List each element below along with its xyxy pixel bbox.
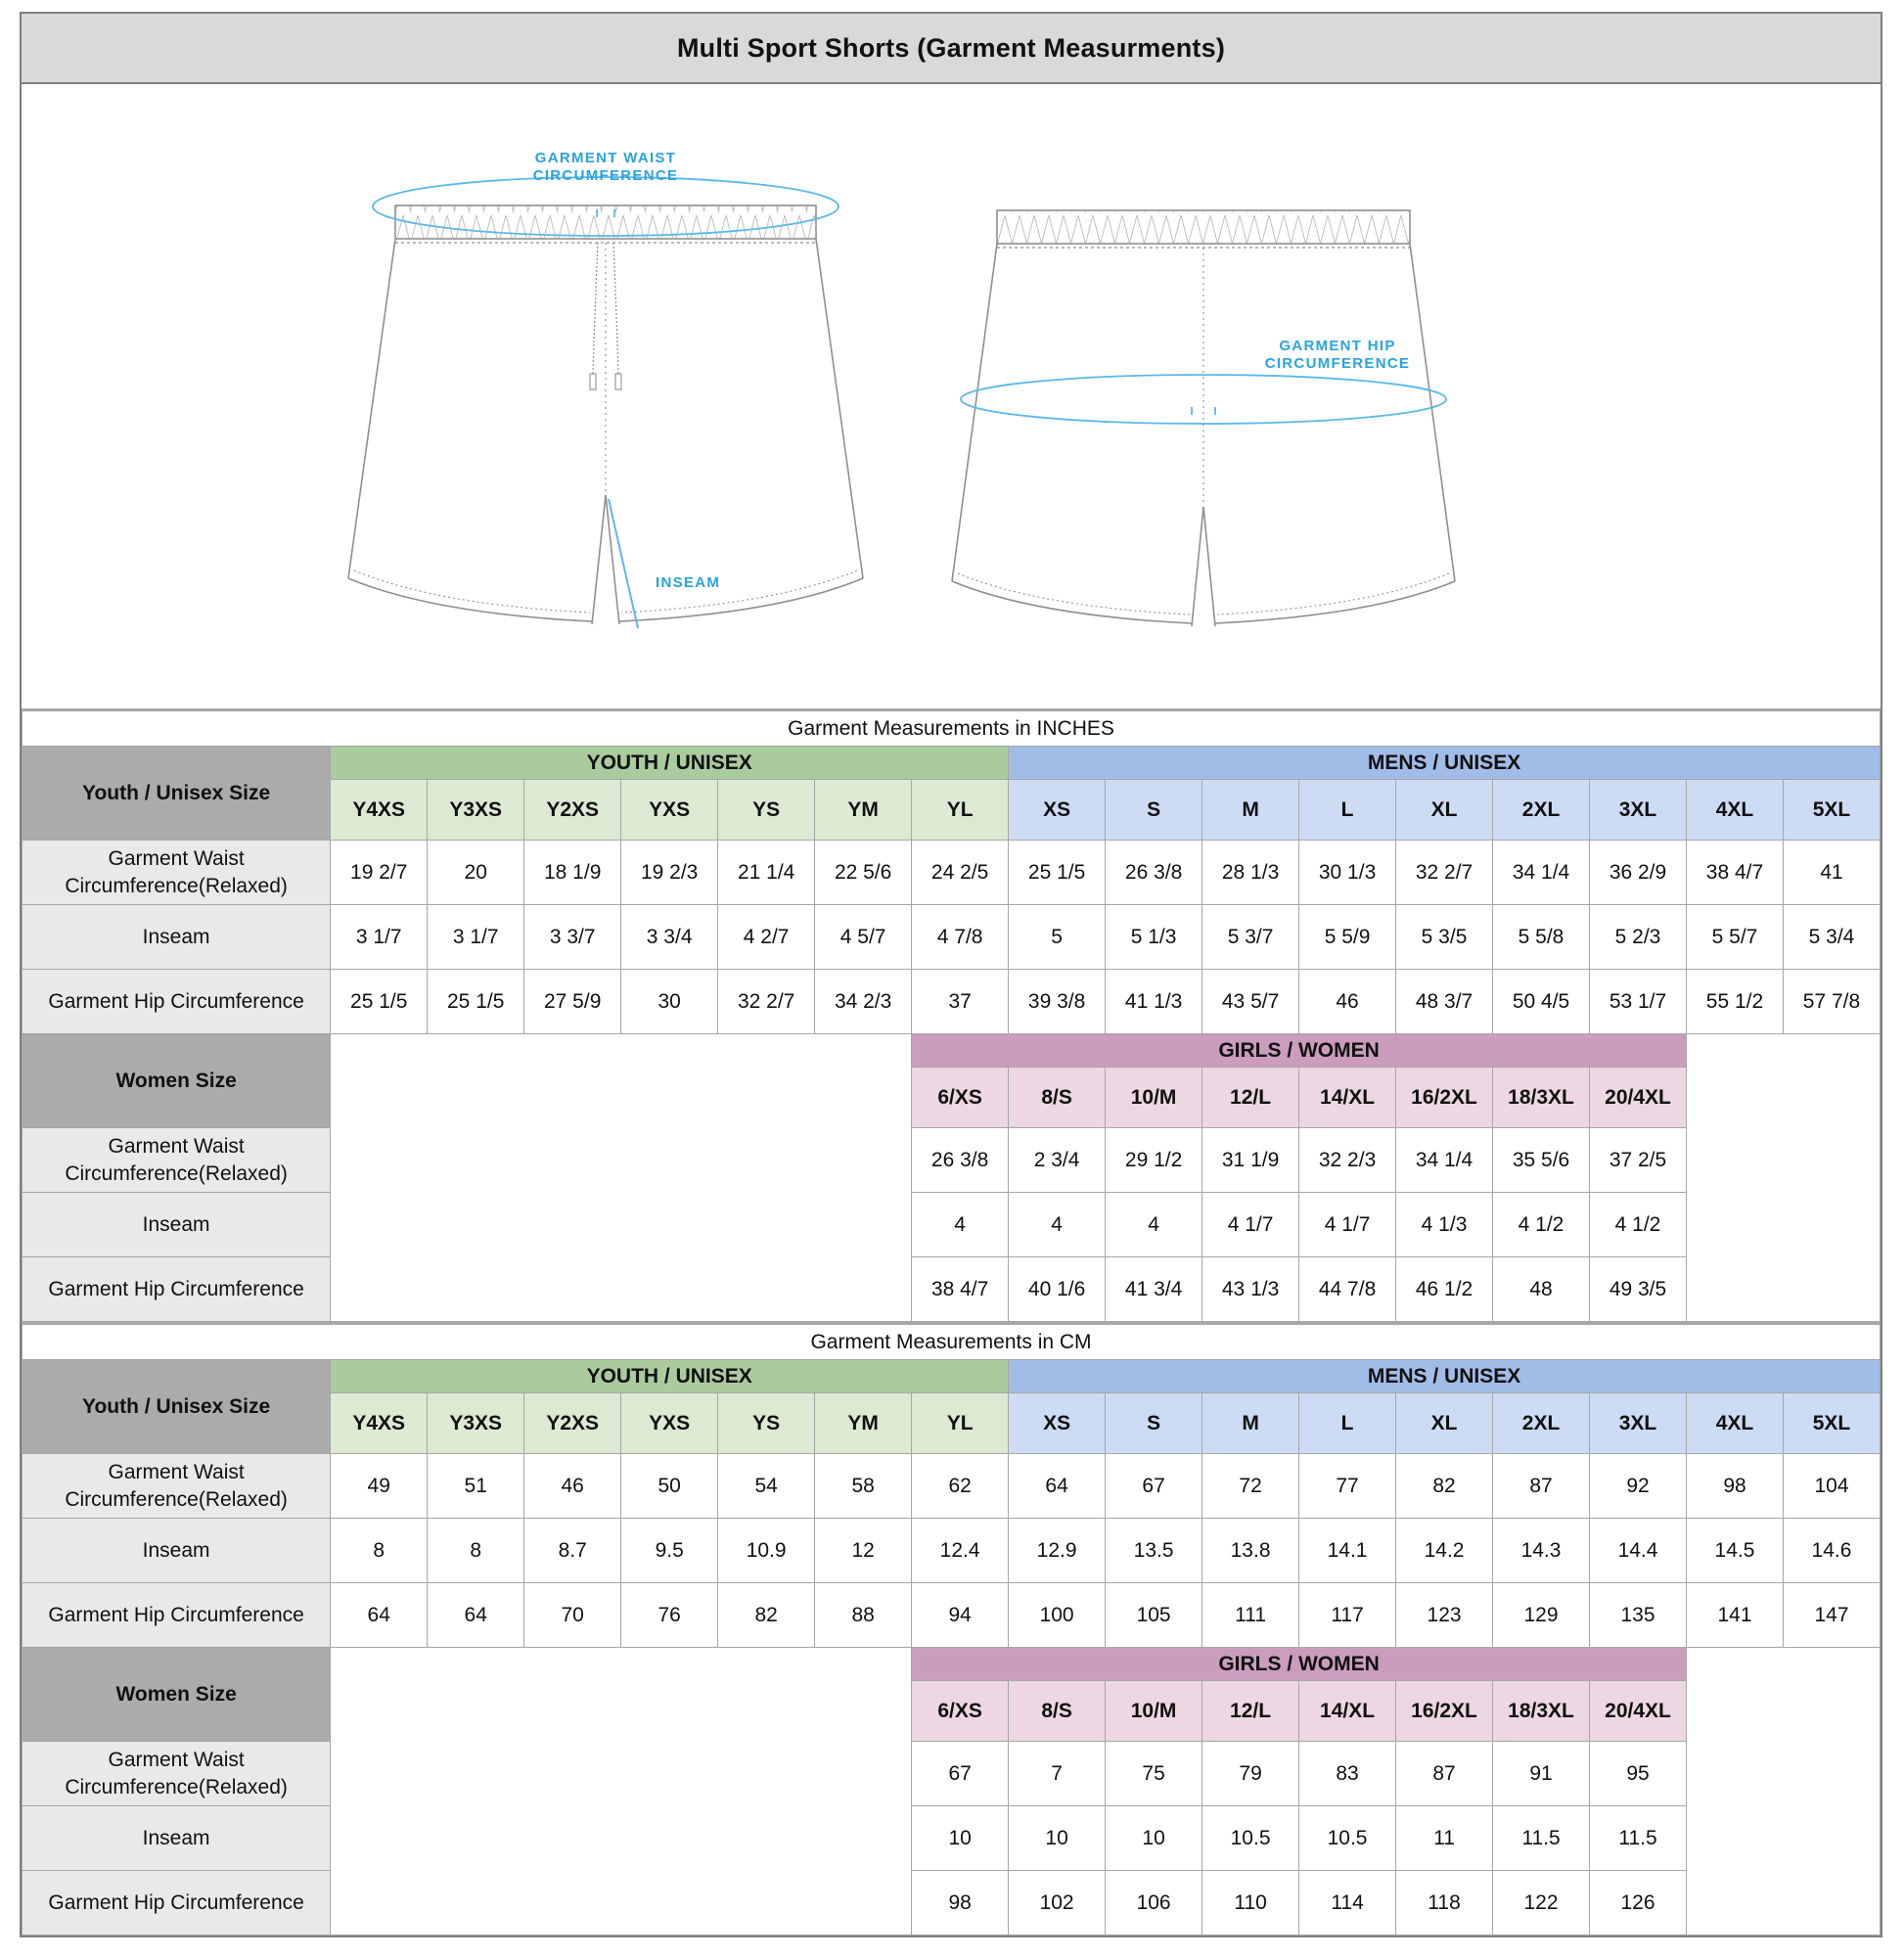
value-cell: 4 1/7	[1299, 1193, 1396, 1257]
value-cell: 46 1/2	[1396, 1257, 1493, 1322]
value-cell: 4	[912, 1193, 1009, 1257]
size-header-cell: S	[1106, 1393, 1202, 1454]
table-heading-cm: Garment Measurements in CM	[23, 1324, 1881, 1360]
size-header-cell: 5XL	[1783, 780, 1880, 841]
women-size-header: Women Size	[23, 1034, 331, 1128]
value-cell: 4 1/3	[1396, 1193, 1493, 1257]
size-header-cell: L	[1299, 780, 1396, 841]
row-label: Garment Hip Circumference	[23, 970, 331, 1034]
value-cell: 5 3/5	[1396, 905, 1493, 970]
value-cell: 62	[912, 1454, 1009, 1519]
value-cell: 77	[1299, 1454, 1396, 1519]
value-cell: 5 5/9	[1299, 905, 1396, 970]
value-cell: 106	[1106, 1871, 1202, 1935]
size-header-cell: 18/3XL	[1493, 1681, 1590, 1742]
waist-label-line1: GARMENT WAIST	[534, 150, 677, 166]
size-header-cell: 10/M	[1106, 1068, 1202, 1128]
group-header-youth: YOUTH / UNISEX	[331, 747, 1009, 780]
value-cell: 111	[1202, 1583, 1299, 1648]
size-header-cell: XS	[1009, 780, 1106, 841]
shorts-technical-drawing	[22, 84, 1881, 708]
hip-label-line1: GARMENT HIP	[1279, 338, 1396, 354]
value-cell: 12.9	[1009, 1519, 1106, 1583]
row-label: Inseam	[23, 1193, 331, 1257]
value-cell: 110	[1202, 1871, 1299, 1935]
row-label: Garment Hip Circumference	[23, 1583, 331, 1648]
size-header-cell: 4XL	[1687, 1393, 1784, 1454]
size-header-cell: Y3XS	[428, 1393, 524, 1454]
measurement-table-inches	[22, 708, 1881, 1322]
value-cell: 5 3/4	[1783, 905, 1880, 970]
value-cell: 5 1/3	[1106, 905, 1202, 970]
value-cell: 26 3/8	[912, 1128, 1009, 1193]
value-cell: 118	[1396, 1871, 1493, 1935]
value-cell: 26 3/8	[1106, 841, 1202, 905]
empty-region	[331, 1648, 912, 1935]
value-cell: 3 3/7	[524, 905, 621, 970]
row-label: Garment Hip Circumference	[23, 1257, 331, 1322]
value-cell: 14.3	[1493, 1519, 1590, 1583]
size-header-cell: YL	[912, 1393, 1009, 1454]
value-cell: 50 4/5	[1493, 970, 1590, 1034]
size-header-cell: YXS	[621, 780, 718, 841]
size-header-cell: YS	[718, 1393, 815, 1454]
value-cell: 14.6	[1783, 1519, 1880, 1583]
value-cell: 46	[524, 1454, 621, 1519]
value-cell: 10.9	[718, 1519, 815, 1583]
table-heading-inches: Garment Measurements in INCHES	[23, 710, 1881, 747]
value-cell: 126	[1590, 1871, 1687, 1935]
value-cell: 29 1/2	[1106, 1128, 1202, 1193]
row-label: Inseam	[23, 1806, 331, 1871]
value-cell: 79	[1202, 1742, 1299, 1806]
value-cell: 4 5/7	[815, 905, 912, 970]
size-header-cell: 12/L	[1202, 1068, 1299, 1128]
value-cell: 3 3/4	[621, 905, 718, 970]
row-label: Garment Waist Circumference(Relaxed)	[23, 1454, 331, 1519]
size-header-cell: Y4XS	[331, 780, 428, 841]
value-cell: 18 1/9	[524, 841, 621, 905]
value-cell: 14.2	[1396, 1519, 1493, 1583]
value-cell: 30	[621, 970, 718, 1034]
row-label: Inseam	[23, 1519, 331, 1583]
value-cell: 10.5	[1202, 1806, 1299, 1871]
value-cell: 41	[1783, 841, 1880, 905]
value-cell: 30 1/3	[1299, 841, 1396, 905]
value-cell: 4 1/7	[1202, 1193, 1299, 1257]
back-shorts-drawing	[952, 210, 1455, 626]
value-cell: 3 1/7	[331, 905, 428, 970]
value-cell: 35 5/6	[1493, 1128, 1590, 1193]
value-cell: 4 1/2	[1493, 1193, 1590, 1257]
size-header-cell: 8/S	[1009, 1068, 1106, 1128]
value-cell: 14.5	[1687, 1519, 1784, 1583]
size-header-cell: 3XL	[1590, 780, 1687, 841]
value-cell: 40 1/6	[1009, 1257, 1106, 1322]
value-cell: 53 1/7	[1590, 970, 1687, 1034]
value-cell: 88	[815, 1583, 912, 1648]
value-cell: 10.5	[1299, 1806, 1396, 1871]
size-header-cell: 2XL	[1493, 780, 1590, 841]
value-cell: 37 2/5	[1590, 1128, 1687, 1193]
value-cell: 94	[912, 1583, 1009, 1648]
row-label: Garment Waist Circumference(Relaxed)	[23, 1742, 331, 1806]
value-cell: 3 1/7	[428, 905, 524, 970]
value-cell: 64	[428, 1583, 524, 1648]
value-cell: 87	[1396, 1742, 1493, 1806]
value-cell: 20	[428, 841, 524, 905]
value-cell: 123	[1396, 1583, 1493, 1648]
value-cell: 67	[912, 1742, 1009, 1806]
value-cell: 11	[1396, 1806, 1493, 1871]
size-header-cell: XL	[1396, 1393, 1493, 1454]
value-cell: 49	[331, 1454, 428, 1519]
value-cell: 36 2/9	[1590, 841, 1687, 905]
sheet-frame	[20, 12, 1882, 1937]
value-cell: 51	[428, 1454, 524, 1519]
value-cell: 64	[1009, 1454, 1106, 1519]
empty-region	[331, 1034, 912, 1322]
value-cell: 24 2/5	[912, 841, 1009, 905]
value-cell: 41 1/3	[1106, 970, 1202, 1034]
value-cell: 55 1/2	[1687, 970, 1784, 1034]
value-cell: 9.5	[621, 1519, 718, 1583]
group-header-women: GIRLS / WOMEN	[912, 1034, 1687, 1068]
value-cell: 4 2/7	[718, 905, 815, 970]
value-cell: 27 5/9	[524, 970, 621, 1034]
value-cell: 21 1/4	[718, 841, 815, 905]
size-header-cell: Y3XS	[428, 780, 524, 841]
size-header-cell: 20/4XL	[1590, 1068, 1687, 1128]
size-header-cell: 16/2XL	[1396, 1068, 1493, 1128]
value-cell: 12	[815, 1519, 912, 1583]
value-cell: 32 2/3	[1299, 1128, 1396, 1193]
value-cell: 39 3/8	[1009, 970, 1106, 1034]
value-cell: 58	[815, 1454, 912, 1519]
value-cell: 28 1/3	[1202, 841, 1299, 905]
size-header-cell: 12/L	[1202, 1681, 1299, 1742]
value-cell: 7	[1009, 1742, 1106, 1806]
empty-region	[1687, 1648, 1881, 1935]
value-cell: 11.5	[1590, 1806, 1687, 1871]
value-cell: 10	[1009, 1806, 1106, 1871]
measurement-table-cm	[22, 1322, 1881, 1935]
waist-label-line2: CIRCUMFERENCE	[532, 167, 679, 184]
value-cell: 5	[1009, 905, 1106, 970]
size-header-cell: 6/XS	[912, 1681, 1009, 1742]
size-header-cell: 4XL	[1687, 780, 1784, 841]
value-cell: 43 5/7	[1202, 970, 1299, 1034]
row-label: Garment Waist Circumference(Relaxed)	[23, 841, 331, 905]
value-cell: 32 2/7	[1396, 841, 1493, 905]
size-header-cell: S	[1106, 780, 1202, 841]
value-cell: 2 3/4	[1009, 1128, 1106, 1193]
value-cell: 147	[1783, 1583, 1880, 1648]
value-cell: 10	[1106, 1806, 1202, 1871]
value-cell: 83	[1299, 1742, 1396, 1806]
value-cell: 72	[1202, 1454, 1299, 1519]
value-cell: 34 1/4	[1396, 1128, 1493, 1193]
value-cell: 114	[1299, 1871, 1396, 1935]
value-cell: 87	[1493, 1454, 1590, 1519]
size-header-cell: YS	[718, 780, 815, 841]
value-cell: 37	[912, 970, 1009, 1034]
value-cell: 95	[1590, 1742, 1687, 1806]
value-cell: 92	[1590, 1454, 1687, 1519]
value-cell: 38 4/7	[1687, 841, 1784, 905]
value-cell: 32 2/7	[718, 970, 815, 1034]
youth-unisex-size-header: Youth / Unisex Size	[23, 1360, 331, 1454]
value-cell: 19 2/3	[621, 841, 718, 905]
value-cell: 49 3/5	[1590, 1257, 1687, 1322]
value-cell: 54	[718, 1454, 815, 1519]
value-cell: 13.8	[1202, 1519, 1299, 1583]
value-cell: 5 2/3	[1590, 905, 1687, 970]
size-header-cell: 8/S	[1009, 1681, 1106, 1742]
size-header-cell: 14/XL	[1299, 1068, 1396, 1128]
group-header-mens: MENS / UNISEX	[1009, 747, 1881, 780]
value-cell: 14.4	[1590, 1519, 1687, 1583]
size-header-cell: 14/XL	[1299, 1681, 1396, 1742]
size-header-cell: XS	[1009, 1393, 1106, 1454]
value-cell: 100	[1009, 1583, 1106, 1648]
value-cell: 4	[1009, 1193, 1106, 1257]
value-cell: 10	[912, 1806, 1009, 1871]
value-cell: 8	[428, 1519, 524, 1583]
size-header-cell: M	[1202, 1393, 1299, 1454]
size-header-cell: 18/3XL	[1493, 1068, 1590, 1128]
size-header-cell: Y2XS	[524, 780, 621, 841]
hip-measure-annotation	[961, 338, 1446, 424]
value-cell: 43 1/3	[1202, 1257, 1299, 1322]
value-cell: 22 5/6	[815, 841, 912, 905]
value-cell: 8	[331, 1519, 428, 1583]
size-header-cell: Y2XS	[524, 1393, 621, 1454]
inseam-measure-annotation	[609, 499, 720, 628]
value-cell: 25 1/5	[331, 970, 428, 1034]
empty-region	[1687, 1034, 1881, 1322]
row-label: Garment Hip Circumference	[23, 1871, 331, 1935]
hip-label-line2: CIRCUMFERENCE	[1264, 355, 1411, 372]
value-cell: 67	[1106, 1454, 1202, 1519]
value-cell: 141	[1687, 1583, 1784, 1648]
size-header-cell: 3XL	[1590, 1393, 1687, 1454]
value-cell: 34 1/4	[1493, 841, 1590, 905]
value-cell: 91	[1493, 1742, 1590, 1806]
value-cell: 117	[1299, 1583, 1396, 1648]
value-cell: 76	[621, 1583, 718, 1648]
value-cell: 19 2/7	[331, 841, 428, 905]
size-header-cell: XL	[1396, 780, 1493, 841]
value-cell: 14.1	[1299, 1519, 1396, 1583]
value-cell: 44 7/8	[1299, 1257, 1396, 1322]
value-cell: 25 1/5	[428, 970, 524, 1034]
value-cell: 38 4/7	[912, 1257, 1009, 1322]
size-header-cell: YM	[815, 780, 912, 841]
value-cell: 135	[1590, 1583, 1687, 1648]
size-header-cell: 10/M	[1106, 1681, 1202, 1742]
value-cell: 82	[1396, 1454, 1493, 1519]
page-title-text: Multi Sport Shorts (Garment Measurments)	[676, 32, 1226, 63]
value-cell: 46	[1299, 970, 1396, 1034]
row-label: Garment Waist Circumference(Relaxed)	[23, 1128, 331, 1193]
value-cell: 4 1/2	[1590, 1193, 1687, 1257]
group-header-women: GIRLS / WOMEN	[912, 1648, 1687, 1681]
value-cell: 11.5	[1493, 1806, 1590, 1871]
value-cell: 105	[1106, 1583, 1202, 1648]
value-cell: 48 3/7	[1396, 970, 1493, 1034]
size-header-cell: L	[1299, 1393, 1396, 1454]
size-header-cell: 5XL	[1783, 1393, 1880, 1454]
value-cell: 13.5	[1106, 1519, 1202, 1583]
value-cell: 64	[331, 1583, 428, 1648]
value-cell: 8.7	[524, 1519, 621, 1583]
value-cell: 102	[1009, 1871, 1106, 1935]
youth-unisex-size-header: Youth / Unisex Size	[23, 747, 331, 841]
inseam-label: INSEAM	[656, 574, 721, 591]
value-cell: 48	[1493, 1257, 1590, 1322]
value-cell: 70	[524, 1583, 621, 1648]
value-cell: 4 7/8	[912, 905, 1009, 970]
value-cell: 5 5/8	[1493, 905, 1590, 970]
value-cell: 25 1/5	[1009, 841, 1106, 905]
size-header-cell: YL	[912, 780, 1009, 841]
size-header-cell: Y4XS	[331, 1393, 428, 1454]
size-header-cell: 20/4XL	[1590, 1681, 1687, 1742]
value-cell: 12.4	[912, 1519, 1009, 1583]
group-header-mens: MENS / UNISEX	[1009, 1360, 1881, 1393]
women-size-header: Women Size	[23, 1648, 331, 1742]
size-header-cell: YM	[815, 1393, 912, 1454]
size-header-cell: 2XL	[1493, 1393, 1590, 1454]
row-label: Inseam	[23, 905, 331, 970]
value-cell: 41 3/4	[1106, 1257, 1202, 1322]
value-cell: 82	[718, 1583, 815, 1648]
size-header-cell: M	[1202, 780, 1299, 841]
size-header-cell: 16/2XL	[1396, 1681, 1493, 1742]
value-cell: 57 7/8	[1783, 970, 1880, 1034]
value-cell: 129	[1493, 1583, 1590, 1648]
value-cell: 34 2/3	[815, 970, 912, 1034]
page-title	[22, 14, 1881, 84]
value-cell: 98	[912, 1871, 1009, 1935]
value-cell: 75	[1106, 1742, 1202, 1806]
value-cell: 98	[1687, 1454, 1784, 1519]
front-shorts-drawing	[348, 205, 863, 624]
size-header-cell: YXS	[621, 1393, 718, 1454]
value-cell: 5 5/7	[1687, 905, 1784, 970]
size-header-cell: 6/XS	[912, 1068, 1009, 1128]
value-cell: 50	[621, 1454, 718, 1519]
value-cell: 104	[1783, 1454, 1880, 1519]
value-cell: 122	[1493, 1871, 1590, 1935]
group-header-youth: YOUTH / UNISEX	[331, 1360, 1009, 1393]
value-cell: 4	[1106, 1193, 1202, 1257]
value-cell: 31 1/9	[1202, 1128, 1299, 1193]
shorts-diagram	[22, 84, 1881, 708]
value-cell: 5 3/7	[1202, 905, 1299, 970]
